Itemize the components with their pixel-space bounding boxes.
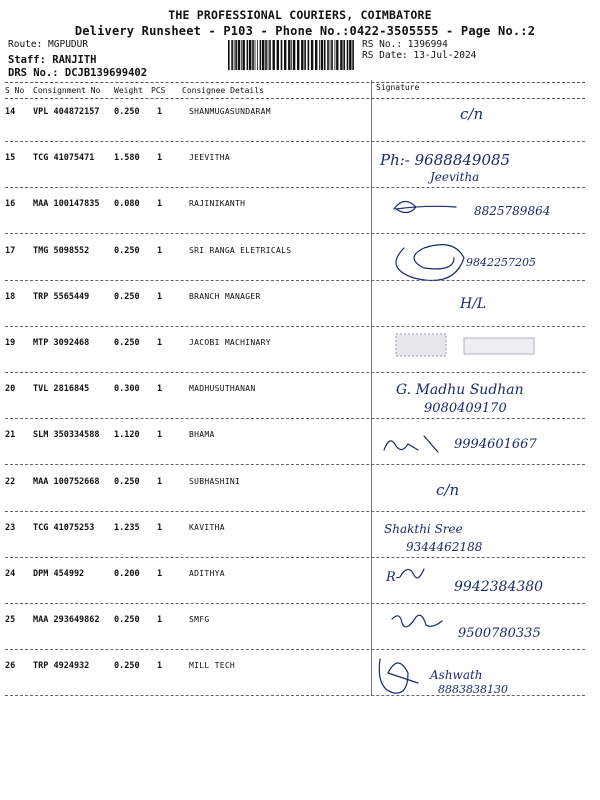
row-separator — [5, 372, 585, 373]
sig-extra: 9942384380 — [454, 579, 544, 595]
row-sno: 22 — [5, 476, 16, 487]
row-sno: 15 — [5, 153, 16, 164]
row-consignee: JACOBI MACHINARY — [189, 338, 271, 347]
signature-cell — [374, 607, 589, 653]
barcode-bar — [255, 40, 256, 70]
row-consignee: SUBHASHINI — [189, 476, 241, 486]
row-consignee: MADHUSUTHANAN — [189, 384, 256, 394]
barcode-bar — [231, 40, 233, 70]
barcode-bar — [268, 40, 269, 70]
header-top-rule — [5, 82, 585, 83]
barcode-bar — [249, 40, 251, 70]
row-separator — [5, 649, 585, 650]
sig-text: R- — [386, 570, 401, 585]
row-sno: 23 — [5, 522, 16, 533]
row-weight: 0.250 — [114, 107, 140, 117]
row-separator — [5, 603, 585, 604]
row-consignee: MILL TECH — [189, 661, 236, 671]
stamp-mark — [464, 338, 534, 354]
sig-text: 8825789864 — [474, 204, 551, 219]
row-consignee: RAJINIKANTH — [189, 199, 246, 209]
row-separator — [5, 141, 585, 142]
signature-mark — [374, 422, 589, 468]
row-consignee: BHAMA — [189, 430, 215, 440]
barcode-bar — [284, 40, 286, 70]
sig-text: c/n — [460, 105, 484, 123]
barcode-bar — [235, 40, 237, 70]
signature-scribble — [392, 615, 442, 627]
signature-mark — [374, 191, 589, 237]
barcode-bar — [343, 40, 345, 70]
row-pcs: 1 — [157, 291, 163, 302]
row-pcs: 1 — [157, 476, 163, 487]
signature-cell — [374, 653, 589, 699]
row-consignee: SMFG — [189, 615, 210, 625]
row-weight: 1.580 — [114, 153, 140, 164]
col-consignment-header: Consignment No — [33, 86, 101, 95]
barcode-bar — [262, 40, 264, 70]
signature-mark — [374, 330, 589, 376]
barcode-bar — [327, 40, 329, 70]
signature-cell — [374, 238, 589, 284]
col-signature-header: Signature — [376, 83, 420, 92]
row-separator — [5, 695, 585, 696]
barcode-bar — [288, 40, 290, 70]
drs-number: DRS No.: DCJB139699402 — [8, 67, 148, 79]
row-pcs: 1 — [157, 245, 163, 256]
sig-text: H/L — [460, 295, 487, 312]
row-weight: 0.250 — [114, 476, 140, 487]
row-weight: 0.250 — [114, 338, 140, 348]
barcode-bar — [241, 40, 242, 70]
row-pcs: 1 — [157, 153, 163, 164]
row-consignment-no: TMG 5098552 — [33, 245, 90, 256]
row-consignment-no: MAA 293649862 — [33, 615, 100, 626]
row-pcs: 1 — [157, 569, 163, 579]
signature-mark — [374, 469, 589, 515]
sig-text: Shakthi Sree — [384, 521, 463, 536]
barcode-bar — [311, 40, 313, 70]
row-sno: 16 — [5, 199, 16, 210]
row-pcs: 1 — [157, 107, 163, 117]
barcode-bar — [257, 40, 258, 70]
row-weight: 0.300 — [114, 384, 140, 395]
col-weight-header: Weight — [114, 86, 143, 95]
barcode-bar — [335, 40, 336, 70]
sig-text: c/n — [436, 480, 460, 499]
row-separator — [5, 464, 585, 465]
sig-text: Ashwath — [430, 668, 483, 683]
sig-text: 9994601667 — [454, 437, 537, 453]
barcode-bar — [291, 40, 292, 70]
sig-extra: Jeevitha — [430, 170, 480, 185]
barcode-bar — [315, 40, 317, 70]
barcode-bar — [243, 40, 245, 70]
row-consignment-no: TRP 5565449 — [33, 291, 90, 302]
rs-date: RS Date: 13-Jul-2024 — [362, 50, 477, 61]
signature-cell — [374, 515, 589, 561]
company-title: THE PROFESSIONAL COURIERS, COIMBATORE — [168, 8, 432, 22]
signature-mark — [374, 99, 589, 145]
signature-scribble — [396, 244, 464, 280]
row-separator — [5, 418, 585, 419]
staff-label: Staff: RANJITH — [8, 54, 97, 66]
row-weight: 0.250 — [114, 615, 140, 626]
row-consignment-no: MAA 100752668 — [33, 476, 100, 487]
sig-text: G. Madhu Sudhan — [396, 382, 524, 399]
col-sno-header: S No — [5, 86, 25, 95]
row-consignment-no: MAA 100147835 — [33, 199, 100, 210]
barcode-bar — [273, 40, 275, 70]
rs-number: RS No.: 1396994 — [362, 39, 448, 50]
col-consignee-header: Consignee Details — [182, 86, 264, 95]
signature-cell — [374, 376, 589, 422]
row-sno: 20 — [5, 384, 16, 395]
signature-cell — [374, 284, 589, 330]
row-consignment-no: TVL 2816845 — [33, 384, 90, 395]
barcode-bar — [349, 40, 351, 70]
row-consignee: JEEVITHA — [189, 153, 230, 163]
row-pcs: 1 — [157, 522, 163, 533]
row-weight: 0.250 — [114, 291, 140, 302]
row-separator — [5, 326, 585, 327]
sig-text: Ph:- 9688849085 — [380, 151, 511, 170]
row-sno: 26 — [5, 661, 16, 672]
signature-cell — [374, 145, 589, 191]
barcode-bar — [234, 40, 235, 70]
signature-cell — [374, 191, 589, 237]
barcode-bar — [301, 40, 303, 70]
row-pcs: 1 — [157, 430, 163, 441]
row-sno: 17 — [5, 245, 16, 256]
signature-scribble — [394, 202, 456, 213]
col-pcs-header: PCS — [151, 86, 166, 95]
signature-mark — [374, 653, 589, 699]
barcode-bar — [321, 40, 323, 70]
row-consignment-no: TCG 41075471 — [33, 153, 95, 164]
barcode-bar — [228, 40, 230, 70]
signature-mark — [374, 561, 589, 607]
sig-extra: 9080409170 — [424, 401, 507, 417]
stamp-mark — [396, 334, 446, 356]
signature-scribble — [400, 569, 424, 578]
barcode-bar — [293, 40, 295, 70]
signature-cell — [374, 561, 589, 607]
barcode-bar — [265, 40, 267, 70]
route-label: Route: MGPUDUR — [8, 39, 89, 50]
signature-mark — [374, 376, 589, 422]
row-sno: 19 — [5, 338, 16, 348]
row-pcs: 1 — [157, 338, 163, 348]
barcode-bar — [352, 40, 354, 70]
row-consignee: KAVITHA — [189, 522, 225, 532]
barcode-bar — [324, 40, 326, 70]
row-consignment-no: TRP 4924932 — [33, 661, 90, 672]
row-separator — [5, 187, 585, 188]
signature-mark — [374, 284, 589, 330]
sig-extra: 9344462188 — [406, 539, 483, 554]
row-pcs: 1 — [157, 384, 163, 395]
signature-mark — [374, 145, 589, 191]
row-weight: 1.120 — [114, 430, 140, 441]
signature-mark — [374, 238, 589, 284]
barcode-bar — [330, 40, 331, 70]
sig-extra: 8883838130 — [438, 683, 508, 697]
row-weight: 0.200 — [114, 569, 140, 579]
signature-scribble — [379, 659, 418, 693]
barcode-bar — [269, 40, 271, 70]
row-sno: 18 — [5, 291, 16, 302]
row-consignment-no: VPL 404872157 — [33, 107, 100, 117]
row-consignment-no: TCG 41075253 — [33, 522, 95, 533]
row-weight: 0.080 — [114, 199, 140, 210]
barcode-bar — [347, 40, 349, 70]
barcode-bar — [252, 40, 254, 70]
row-sno: 24 — [5, 569, 16, 579]
signature-cell — [374, 469, 589, 515]
row-separator — [5, 557, 585, 558]
barcode-bar — [281, 40, 283, 70]
row-pcs: 1 — [157, 615, 163, 626]
signature-mark — [374, 515, 589, 561]
barcode-bar — [319, 40, 320, 70]
row-sno: 25 — [5, 615, 16, 626]
barcode-bar — [260, 40, 262, 70]
sig-text: 9500780335 — [458, 626, 541, 642]
barcode-image — [228, 40, 356, 70]
barcode-bar — [277, 40, 279, 70]
barcode-bar — [304, 40, 306, 70]
row-consignment-no: MTP 3092468 — [33, 338, 90, 348]
sig-text: 9842257205 — [466, 255, 536, 269]
signature-cell — [374, 330, 589, 376]
barcode-bar — [238, 40, 240, 70]
row-consignee: ADITHYA — [189, 569, 225, 578]
signature-mark — [374, 607, 589, 653]
row-weight: 1.235 — [114, 522, 140, 533]
row-separator — [5, 280, 585, 281]
row-consignee: SRI RANGA ELETRICALS — [189, 245, 292, 255]
row-consignment-no: SLM 350334588 — [33, 430, 100, 441]
barcode-bar — [308, 40, 310, 70]
signature-cell — [374, 422, 589, 468]
row-consignee: SHANMUGASUNDARAM — [189, 107, 271, 116]
row-separator — [5, 233, 585, 234]
row-sno: 21 — [5, 430, 16, 441]
runsheet-title: Delivery Runsheet - P103 - Phone No.:0422-3505555 - Page No.:2 — [74, 24, 536, 38]
barcode-bar — [297, 40, 299, 70]
signature-cell — [374, 99, 589, 145]
row-weight: 0.250 — [114, 661, 140, 672]
row-pcs: 1 — [157, 199, 163, 210]
signature-scribble — [384, 436, 438, 452]
row-weight: 0.250 — [114, 245, 140, 256]
barcode-bar — [331, 40, 333, 70]
barcode-bar — [336, 40, 338, 70]
row-separator — [5, 511, 585, 512]
row-consignee: BRANCH MANAGER — [189, 291, 261, 301]
row-consignment-no: DPM 454992 — [33, 569, 85, 579]
row-sno: 14 — [5, 107, 16, 117]
row-pcs: 1 — [157, 661, 163, 672]
barcode-bar — [340, 40, 342, 70]
barcode-bar — [247, 40, 249, 70]
